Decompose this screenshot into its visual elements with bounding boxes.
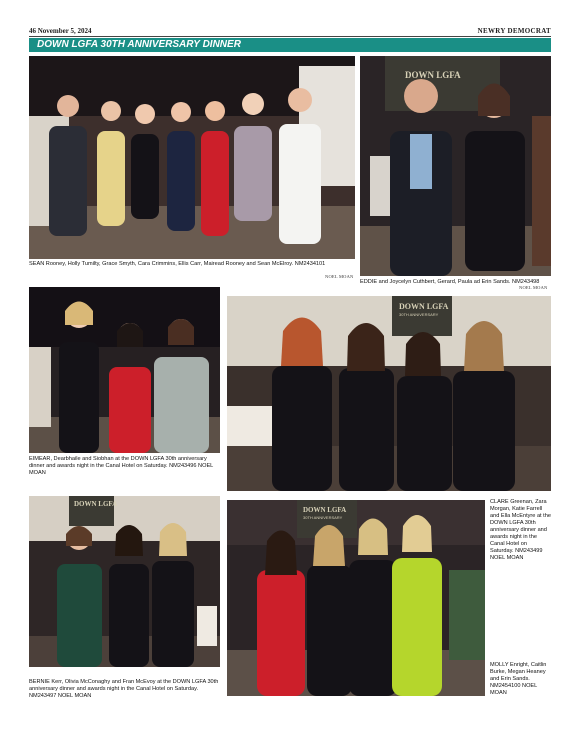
photo-6-image (227, 500, 485, 696)
photo-4-backdrop-sub: 30TH ANNIVERSARY (399, 312, 439, 317)
photo-1-caption: SEAN Rooney, Holly Tumilty, Grace Smyth, Cara Crimmins, Ellis Carr, Mairead Rooney and Sean McElroy. NM2434101 (29, 261, 326, 267)
photo-2-caption: EDDIE and Joycelyn Cuthbert, Gerard, Paula ad Erin Sands. NM243498 (360, 279, 540, 285)
photo-5-backdrop-text: DOWN LGFA (74, 500, 118, 508)
photo-group-6 (227, 500, 485, 696)
photo-group-1 (29, 56, 355, 259)
photo-5-caption: BERNIE Kerr, Olivia McConaghy and Fran McEvoy at the DOWN LGFA 30th anniversary dinner and awards night in the Canal Hotel on Saturday. NM243497 NOEL MOAN (29, 679, 219, 699)
photo-2-image (360, 56, 551, 276)
photo-4-backdrop-text: DOWN LGFA (399, 302, 449, 311)
paper-name: NEWRY DEMOCRAT (477, 27, 551, 35)
photo-3-image (29, 287, 220, 453)
photo-group-4 (227, 296, 551, 491)
photo-5-image (29, 496, 220, 667)
photo-group-3 (29, 287, 220, 453)
photo-2-backdrop-text: DOWN LGFA (405, 70, 461, 80)
photo-group-5 (29, 496, 220, 667)
photo-6-side-caption: MOLLY Enright, Caitlin Burke, Megan Heaney and Erin Sands. NM2454100 NOEL MOAN (490, 662, 547, 696)
photo-4-image (227, 296, 551, 491)
photo-6-backdrop-sub: 30TH ANNIVERSARY (303, 515, 343, 520)
header-rule (29, 36, 551, 37)
photo-6-backdrop-text: DOWN LGFA (303, 506, 347, 514)
photo-1-credit: NOEL MOAN (325, 274, 354, 279)
section-banner: DOWN LGFA 30TH ANNIVERSARY DINNER (29, 38, 551, 52)
photo-4-side-caption: CLARE Greenan, Zara Morgan, Katie Farrell and Ella McEntyre at the DOWN LGFA 30th anniversary dinner and awards night in the Canal Hotel on Saturday. NM243499 NOEL MOAN (490, 499, 551, 561)
photo-1-image (29, 56, 355, 259)
photo-2-credit: NOEL MOAN (519, 285, 548, 290)
photo-group-2 (360, 56, 551, 276)
photo-3-caption: EIMEAR, Dearbhaile and Siobhan at the DOWN LGFA 30th anniversary dinner and awards night in the Canal Hotel on Saturday. NM243496 NOEL MOAN (29, 456, 214, 476)
page-date: 46 November 5, 2024 (29, 27, 92, 35)
